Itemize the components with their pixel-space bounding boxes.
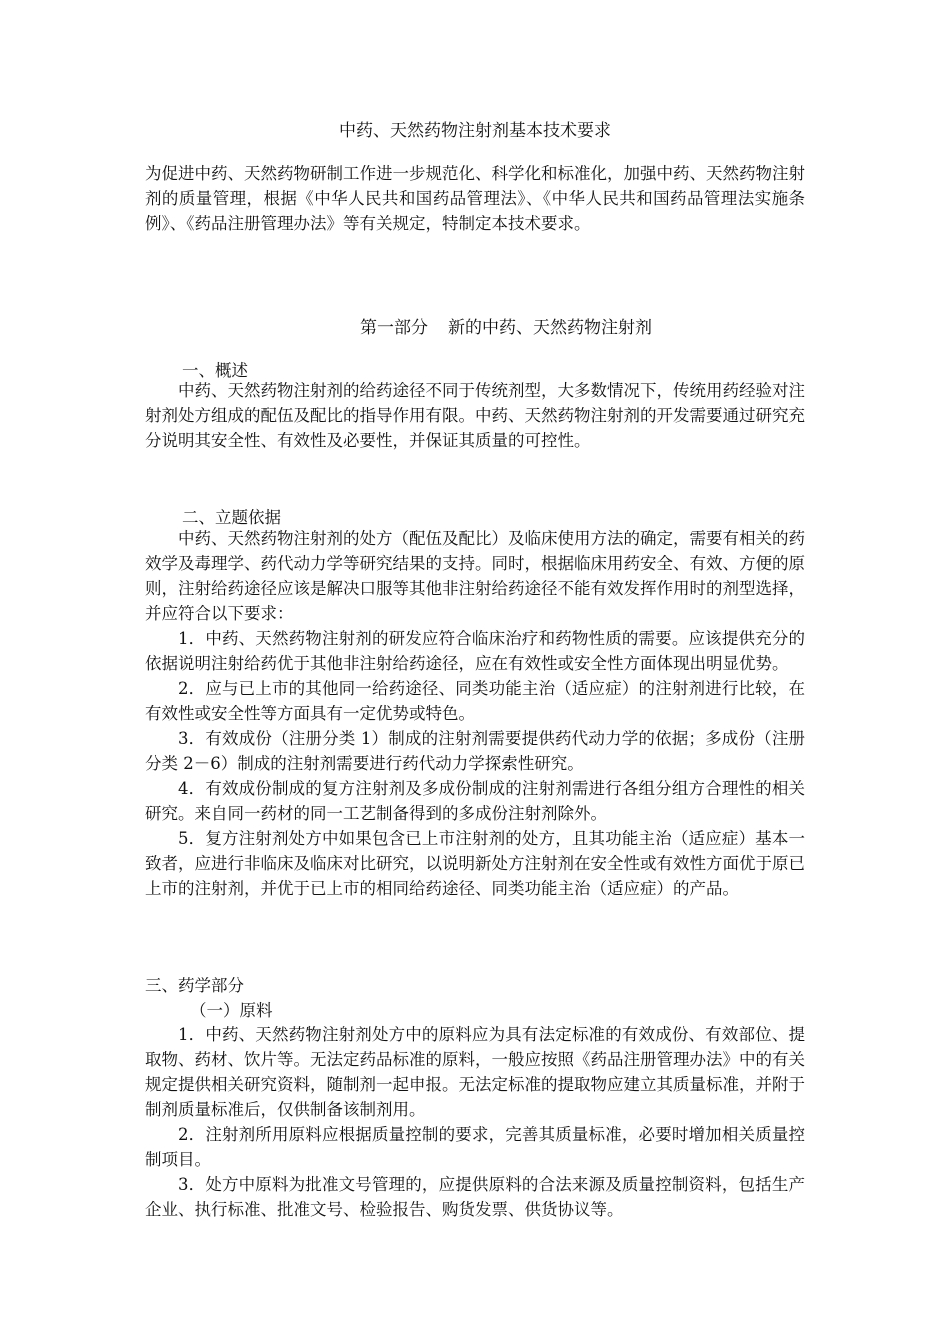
page-title: 中药、天然药物注射剂基本技术要求 [339, 121, 611, 141]
overview-text: 中药、天然药物注射剂的给药途径不同于传统剂型，大多数情况下，传统用药经验对注射剂处方组成的配伍及配比的指导作用有限。中药、天然药物注射剂的开发需要通过研究充分说明其安全性、有效性及必要性，并保证其质量的可控性。 [145, 381, 805, 450]
section-heading-pharmacy: 三、药学部分 [145, 976, 244, 995]
subsection-heading-materials: （一）原料 [190, 1001, 273, 1020]
basis-item-1: 1．中药、天然药物注射剂的研发应符合临床治疗和药物性质的需要。应该提供充分的依据说明注射给药优于其他非注射给药途径，应在有效性或安全性方面体现出明显优势。 [145, 629, 805, 673]
basis-item-4: 4．有效成份制成的复方注射剂及多成份制成的注射剂需进行各组分组方合理性的相关研究。来自同一药材的同一工艺制备得到的多成份注射剂除外。 [145, 779, 805, 823]
basis-item-3: 3．有效成份（注册分类 1）制成的注射剂需要提供药代动力学的依据；多成份（注册分类 2－6）制成的注射剂需要进行药代动力学探索性研究。 [145, 729, 805, 773]
basis-item-2: 2．应与已上市的其他同一给药途径、同类功能主治（适应症）的注射剂进行比较，在有效性或安全性等方面具有一定优势或特色。 [145, 679, 805, 723]
materials-item-2: 2．注射剂所用原料应根据质量控制的要求，完善其质量标准，必要时增加相关质量控制项目。 [145, 1125, 805, 1169]
part-one-label: 第一部分 [360, 318, 428, 338]
basis-paragraph: 中药、天然药物注射剂的处方（配伍及配比）及临床使用方法的确定，需要有相关的药效学及毒理学、药代动力学等研究结果的支持。同时，根据临床用药安全、有效、方便的原则，注射给药途径应该是解决口服等其他非注射给药途径不能有效发挥作用时的剂型选择，并应符合以下要求： [145, 529, 805, 623]
intro-paragraph [145, 161, 805, 236]
materials-section [145, 1022, 805, 1222]
overview-paragraph [145, 378, 805, 453]
basis-item-5: 5．复方注射剂处方中如果包含已上市注射剂的处方，且其功能主治（适应症）基本一致者，应进行非临床及临床对比研究，以说明新处方注射剂在安全性或有效性方面优于原已上市的注射剂，并优于已上市的相同给药途径、同类功能主治（适应症）的产品。 [145, 829, 805, 898]
basis-section [145, 526, 805, 901]
section-heading-basis: 二、立题依据 [182, 508, 281, 527]
materials-item-3: 3．处方中原料为批准文号管理的，应提供原料的合法来源及质量控制资料，包括生产企业、执行标准、批准文号、检验报告、购货发票、供货协议等。 [145, 1175, 805, 1219]
part-one-title [360, 313, 652, 338]
materials-item-1: 1．中药、天然药物注射剂处方中的原料应为具有法定标准的有效成份、有效部位、提取物、药材、饮片等。无法定药品标准的原料，一般应按照《药品注册管理办法》中的有关规定提供相关研究资料，随制剂一起申报。无法定标准的提取物应建立其质量标准，并附于制剂质量标准后，仅供制备该制剂用。 [145, 1025, 805, 1119]
part-one-name: 新的中药、天然药物注射剂 [448, 318, 652, 338]
section-heading-overview: 一、概述 [182, 361, 248, 380]
intro-text: 为促进中药、天然药物研制工作进一步规范化、科学化和标准化，加强中药、天然药物注射剂的质量管理，根据《中华人民共和国药品管理法》、《中华人民共和国药品管理法实施条例》、《药品注册管理办法》等有关规定，特制定本技术要求。 [145, 164, 805, 233]
